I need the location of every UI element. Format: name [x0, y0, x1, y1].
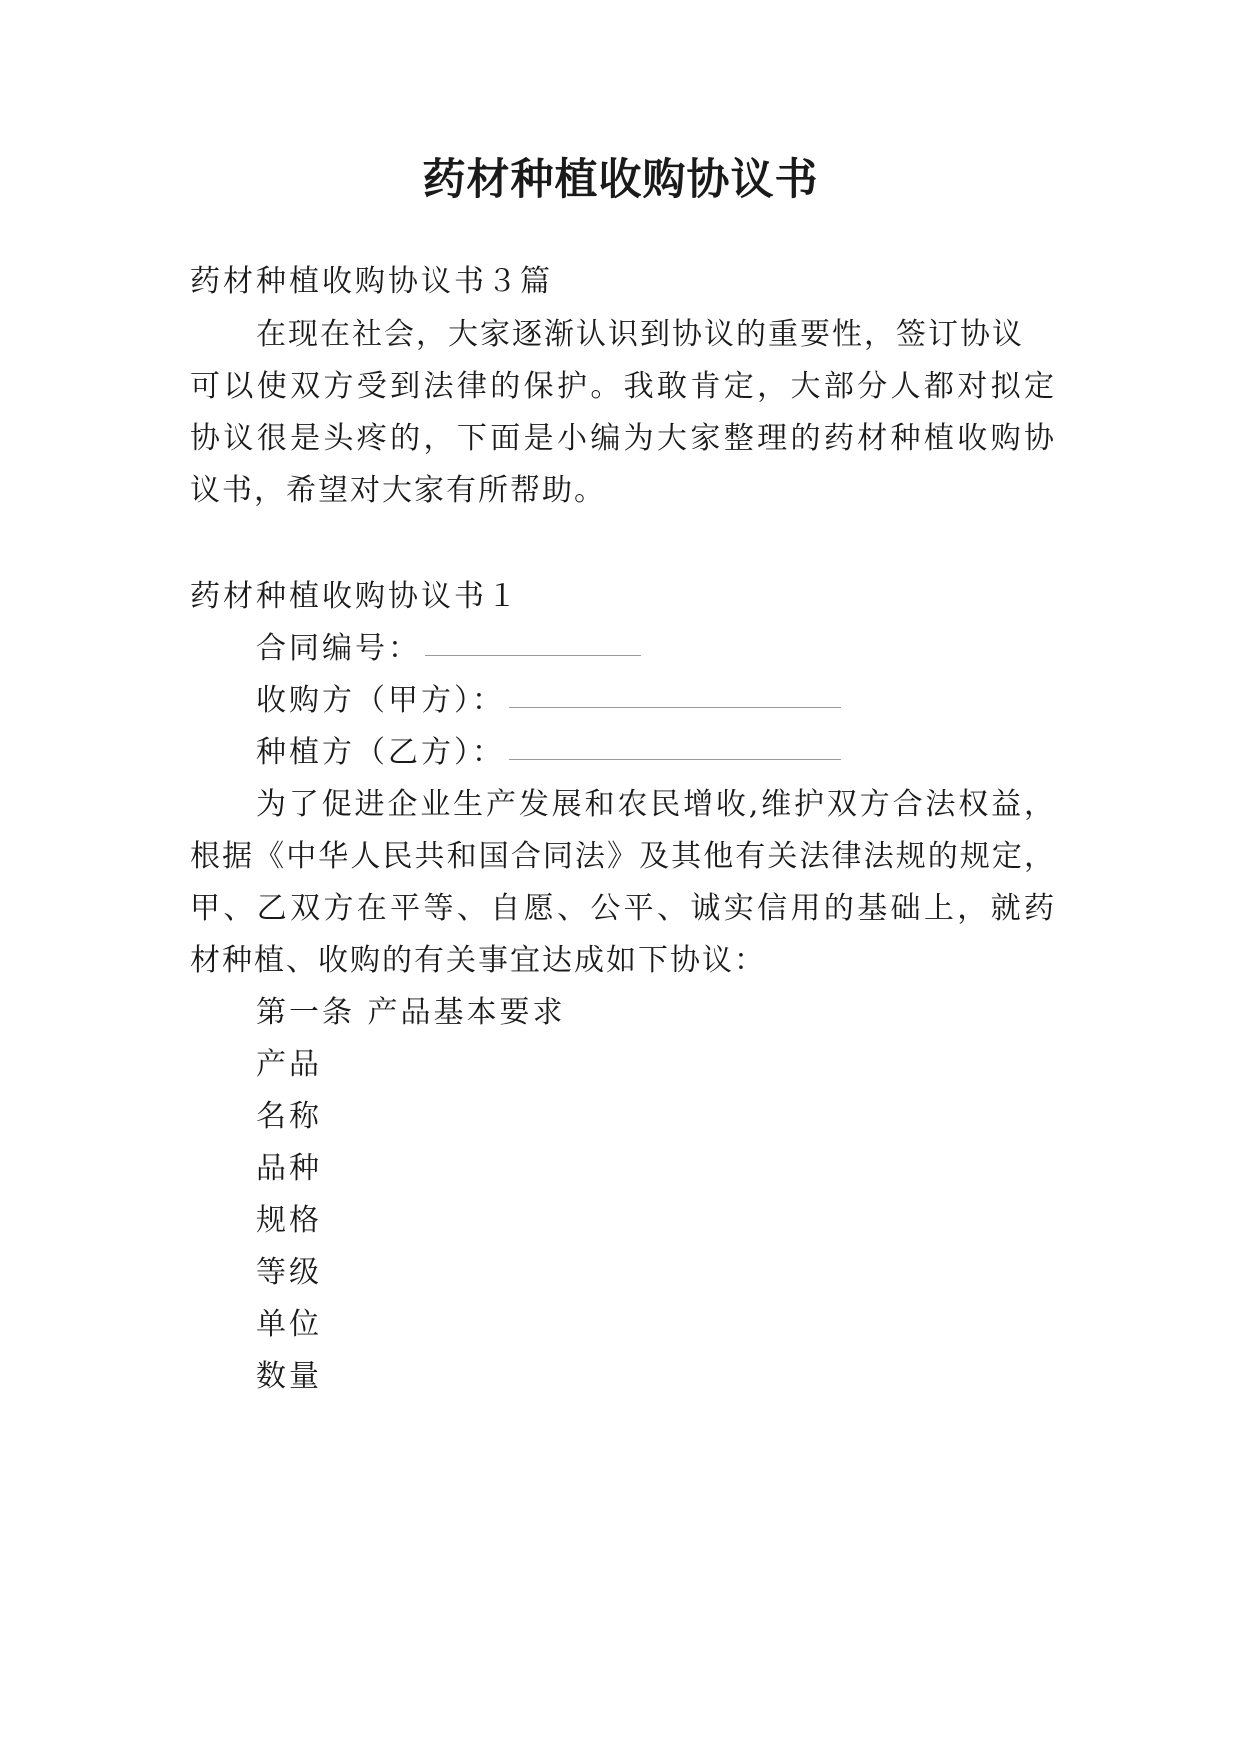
- grower-label: 种植方（乙方）：: [256, 735, 505, 770]
- buyer-field: [256, 681, 841, 721]
- contract-number-blank: [425, 645, 641, 656]
- article-item: 品种: [256, 1151, 322, 1186]
- grower-blank: [509, 749, 841, 760]
- article-item: 数量: [256, 1359, 322, 1394]
- article-item: 等级: [256, 1255, 322, 1290]
- article-item: 产品: [256, 1047, 322, 1082]
- buyer-label: 收购方（甲方）：: [256, 683, 505, 718]
- subtitle: 药材种植收购协议书３篇: [190, 264, 553, 299]
- intro-line: 可以使双方受到法律的保护。我敢肯定，大部分人都对拟定: [190, 369, 1054, 404]
- grower-field: [256, 733, 841, 773]
- body-line: 根据《中华人民共和国合同法》及其他有关法律法规的规定，: [190, 839, 1054, 874]
- body-line: 为了促进企业生产发展和农民增收,维护双方合法权益，: [256, 787, 1054, 822]
- article-heading: 第一条 产品基本要求: [256, 995, 566, 1030]
- buyer-blank: [509, 697, 841, 708]
- intro-line: 协议很是头疼的，下面是小编为大家整理的药材种植收购协: [190, 421, 1054, 456]
- body-line: 甲、乙双方在平等、自愿、公平、诚实信用的基础上，就药: [190, 891, 1054, 926]
- article-item: 名称: [256, 1099, 322, 1134]
- document-title: 药材种植收购协议书: [422, 155, 819, 205]
- intro-line: 在现在社会，大家逐渐认识到协议的重要性，签订协议: [256, 317, 1024, 352]
- intro-line: 议书，希望对大家有所帮助。: [190, 473, 606, 508]
- section-heading: 药材种植收购协议书１: [190, 579, 520, 614]
- article-item: 单位: [256, 1307, 322, 1342]
- contract-number-field: [256, 629, 641, 669]
- article-item: 规格: [256, 1203, 322, 1238]
- body-line: 材种植、收购的有关事宜达成如下协议：: [190, 943, 766, 978]
- contract-number-label: 合同编号：: [256, 631, 421, 666]
